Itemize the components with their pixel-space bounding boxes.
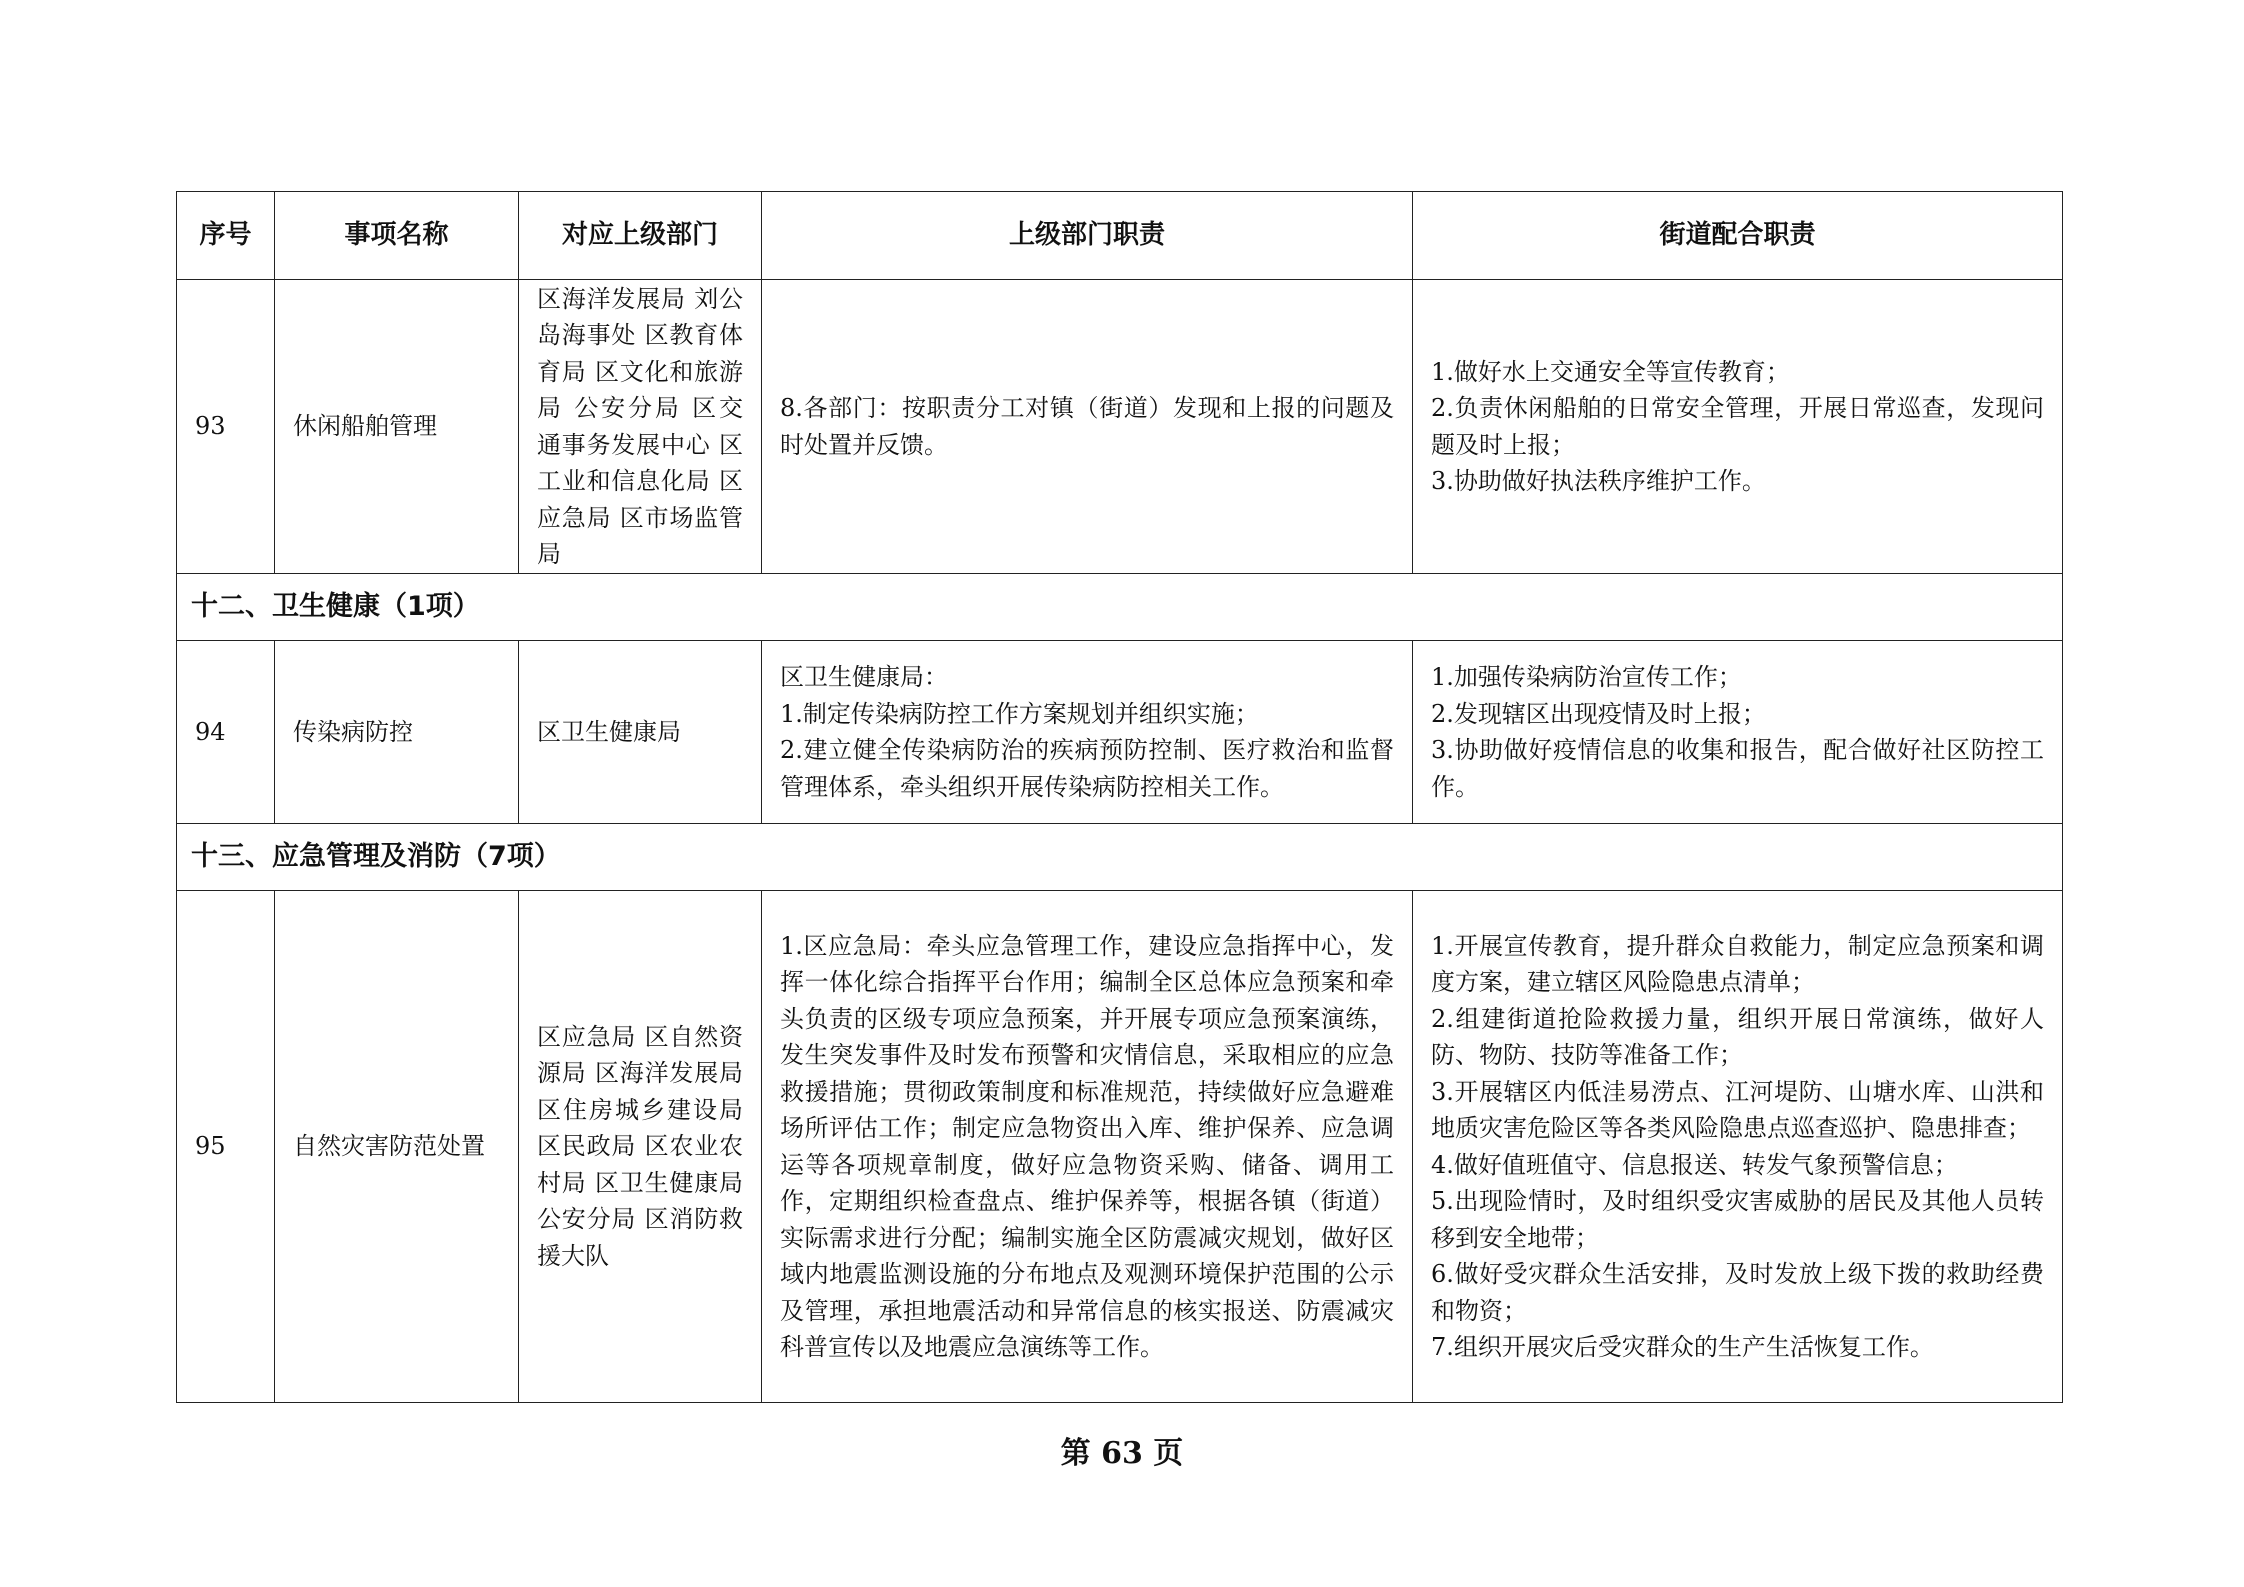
header-no: 序号 [177, 192, 275, 280]
row-upper-duty [762, 280, 1413, 574]
upper-duty-line: 1.制定传染病防控工作方案规划并组织实施； [780, 699, 1259, 728]
street-duty-line: 1.做好水上交通安全等宣传教育； [1431, 357, 1790, 386]
street-duty-line: 2.发现辖区出现疫情及时上报； [1431, 699, 1766, 728]
street-duty-line: 1.开展宣传教育，提升群众自救能力，制定应急预案和调度方案，建立辖区风险隐患点清单； [1431, 931, 2044, 996]
row-name: 休闲船舶管理 [275, 280, 519, 574]
street-duty-line: 1.加强传染病防治宣传工作； [1431, 663, 1742, 691]
street-duty-line: 3.开展辖区内低洼易涝点、江河堤防、山塘水库、山洪和地质灾害危险区等各类风险隐患点巡查巡护、隐患排查； [1431, 1077, 2044, 1142]
table-row [177, 641, 2063, 824]
upper-duty-line: 8.各部门：按职责分工对镇（街道）发现和上报的问题及时处置并反馈。 [780, 394, 1394, 459]
duties-table [176, 191, 2063, 1403]
header-upper-duty: 上级部门职责 [762, 192, 1413, 280]
street-duty-line: 3.协助做好疫情信息的收集和报告，配合做好社区防控工作。 [1431, 736, 2044, 801]
header-street-duty: 街道配合职责 [1413, 192, 2063, 280]
street-duty-line: 3.协助做好执法秩序维护工作。 [1431, 467, 1766, 495]
table-header-row [177, 192, 2063, 280]
page-number: 第 63 页 [1060, 1436, 1184, 1471]
row-dept: 区卫生健康局 [519, 641, 762, 824]
section-row [177, 574, 2063, 641]
row-no: 94 [177, 641, 275, 824]
street-duty-line: 2.负责休闲船舶的日常安全管理，开展日常巡查，发现问题及时上报； [1431, 394, 2044, 459]
row-upper-duty [762, 641, 1413, 824]
table-row [177, 891, 2063, 1403]
header-dept: 对应上级部门 [519, 192, 762, 280]
upper-duty-line: 2.建立健全传染病防治的疾病预防控制、医疗救治和监督管理体系，牵头组织开展传染病防控相关工作。 [780, 736, 1394, 801]
row-street-duty [1413, 641, 2063, 824]
table-row [177, 280, 2063, 574]
row-no: 95 [177, 891, 275, 1403]
street-duty-line: 2.组建街道抢险救援力量，组织开展日常演练，做好人防、物防、技防等准备工作； [1431, 1004, 2044, 1069]
upper-duty-line: 区卫生健康局： [780, 663, 948, 691]
row-street-duty [1413, 891, 2063, 1403]
upper-duty-line: 1.区应急局：牵头应急管理工作，建设应急指挥中心，发挥一体化综合指挥平台作用；编制全区总体应急预案和牵头负责的区级专项应急预案，并开展专项应急预案演练，发生突发事件及时发布预警和灾情信息，采取相应的应急救援措施；贯彻政策制度和标准规范，持续做好应急避难场所评估工作；制定应急物资出入库、维护保养、应急调运等各项规章制度，做好应急物资采购、储备、调用工作，定期组织检查盘点、维护保养等，根据各镇（街道）实际需求进行分配；编制实施全区防震减灾规划，做好区域内地震监测设施的分布地点及观测环境保护范围的公示及管理，承担地震活动和异常信息的核实报送、防震减灾科普宣传以及地震应急演练等工作。 [780, 931, 1394, 1361]
section-row [177, 824, 2063, 891]
row-no: 93 [177, 280, 275, 574]
street-duty-line: 5.出现险情时，及时组织受灾害威胁的居民及其他人员转移到安全地带； [1431, 1187, 2044, 1252]
row-upper-duty [762, 891, 1413, 1403]
street-duty-line: 6.做好受灾群众生活安排，及时发放上级下拨的救助经费和物资； [1431, 1260, 2044, 1325]
row-dept: 区海洋发展局 刘公岛海事处 区教育体育局 区文化和旅游局 公安分局 区交通事务发展中心 区工业和信息化局 区应急局 区市场监管局 [519, 280, 762, 574]
header-name: 事项名称 [275, 192, 519, 280]
row-name: 传染病防控 [275, 641, 519, 824]
street-duty-line: 7.组织开展灾后受灾群众的生产生活恢复工作。 [1431, 1333, 1934, 1361]
section-title: 十二、卫生健康（1项） [177, 574, 2063, 641]
row-dept: 区应急局 区自然资源局 区海洋发展局 区住房城乡建设局 区民政局 区农业农村局 区卫生健康局 公安分局 区消防救援大队 [519, 891, 762, 1403]
row-name: 自然灾害防范处置 [275, 891, 519, 1403]
street-duty-line: 4.做好值班值守、信息报送、转发气象预警信息； [1431, 1150, 1958, 1179]
row-street-duty [1413, 280, 2063, 574]
section-title: 十三、应急管理及消防（7项） [177, 824, 2063, 891]
